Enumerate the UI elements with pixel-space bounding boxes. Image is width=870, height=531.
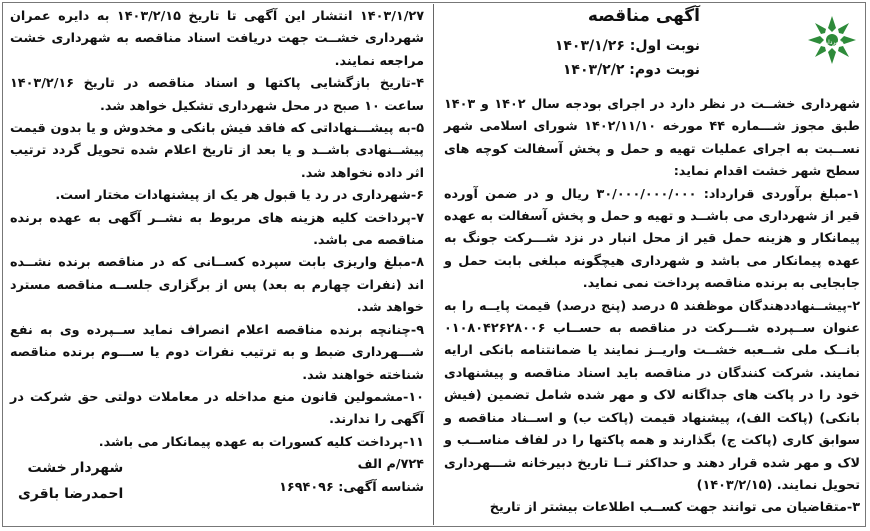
clause-4: ۴-تاریخ بازگشایی پاکتها و اسناد مناقصه در تاریخ ۱۴۰۳/۲/۱۶ ساعت ۱۰ صبح در محل شهرداری تشکیل خواهد شد. <box>10 76 424 114</box>
notice-header <box>444 6 860 94</box>
clause-11: ۱۱-پرداخت کلیه کسورات به عهده پیمانکار می باشد. <box>98 434 424 450</box>
clause-1: ۱-مبلغ برآوردی قرارداد: ۳۰/۰۰۰/۰۰۰/۰۰۰ ریال و در ضمن آورده قیر از شهرداری می باشــد و تهیه و حمل و پخش آسفالت به عهده پیمانکار و هزینه حمل قیر از محل انبار در نزد شـــرکت جونگ به عهده پیمانکار می باشد و شهرداری هیچگونه مبلغی بابت حمل و جابجایی به برنده مناقصه پرداخت نمی نماید. <box>444 186 860 292</box>
right-column <box>444 6 860 520</box>
reference-number: ۷۲۴/م الف <box>357 457 424 473</box>
clause-5: ۵-به پیشـــنهاداتی که فاقد فیش بانکی و مخدوش و یا بدون قیمت پیشــنهادی باشــد و یا بعد از تاریخ اعلام شده تحویل گردد ترتیب اثر داده نخواهد شد. <box>10 121 424 181</box>
municipality-logo-icon <box>806 14 858 66</box>
clause-9: ۹-چنانچه برنده مناقصه اعلام انصراف نماید ســپرده وی به نفع شـــهرداری ضبط و به ترتیب نفرات دوم یا ســـوم برنده مناقصه شناخته خواهند شد. <box>10 322 424 383</box>
left-column <box>10 6 424 499</box>
clause-3-start: ۳-متقاضیان می توانند جهت کســب اطلاعات بیشتر از تاریخ <box>489 500 860 516</box>
clause-3-end: ۱۴۰۳/۱/۲۷ انتشار این آگهی تا تاریخ ۱۴۰۳/۲/۱۵ به دایره عمران شهرداری خشــت جهت دریافت اسناد مناقصه به شهرداری خشت مراجعه نمایند. <box>10 9 425 69</box>
clause-7: ۷-پرداخت کلیه هزینه های مربوط به نشــر آگهی به عهده برنده مناقصه می باشد. <box>10 210 424 249</box>
clause-8: ۸-مبلغ واریزی بابت سپرده کســانی که در مناقصه برنده نشــده اند (نفرات چهارم به بعد) پس از برگزاری جلســه مناقصه مسترد خواهد شد. <box>10 255 424 316</box>
signature-block <box>18 455 123 507</box>
clause-6: ۶-شهرداری در رد یا قبول هر یک از پیشنهادات مختار است. <box>55 188 424 204</box>
signature-name: احمدرضا باقری <box>18 486 124 502</box>
clause-2: ۲-پیشــنهاددهندگان موظفند ۵ درصد (پنج درصد) قیمت پایــه را به عنوان ســپرده شـــرکت در مناقصه به حســاب ۰۱۰۸۰۴۲۶۲۸۰۰۶ بانــک ملی شــعبه خشــت واریــز نمایند یا ضمانتنامه بانکی ارایه نمایند. شرکت کنندگان در مناقصه باید اسناد مناقصه و پیشنهادی خود را در پاکت های جداگانه لاک و مهر شده شامل تضمین (فیش بانکی) (پاکت الف)، پیشنهاد قیمت (پاکت ب) و اســناد مناقصه و سوابق کاری (پاکت ج) بگذارند و همه پاکتها را در لفاف مناســب و لاک و مهر شده قرار دهند و حداکثر تــا تاریخ دبیرخانه شـــهرداری تحویل نمایند. (۱۴۰۳/۲/۱۵) <box>444 298 860 493</box>
first-round-date: نوبت اول: ۱۴۰۳/۱/۲۶ <box>554 38 700 54</box>
column-divider <box>433 4 434 525</box>
signature-role: شهردار خشت <box>27 460 124 476</box>
logo-text: شهرداری <box>820 39 844 46</box>
notice-id: شناسه آگهی: ۱۶۹۴۰۹۶ <box>279 479 424 495</box>
clause-10: ۱۰-مشمولین قانون منع مداخله در معاملات دولتی حق شرکت در آگهی را ندارند. <box>10 389 424 428</box>
second-round-date: نوبت دوم: ۱۴۰۳/۲/۲ <box>562 62 700 78</box>
intro-paragraph: شهرداری خشــت در نظر دارد در اجرای بودجه سال ۱۴۰۲ و ۱۴۰۳ طبق مجوز شـــماره ۴۴ مورخه ۱۴۰۲/۱۱/۱۰ شورای اسلامی شهر نســبت به اجرای عملیات تهیه و حمل و پخش آسفالت کوچه های سطح شهر خشت اقدام نماید: <box>444 97 860 180</box>
notice-title: آگهی مناقصه <box>587 6 700 26</box>
